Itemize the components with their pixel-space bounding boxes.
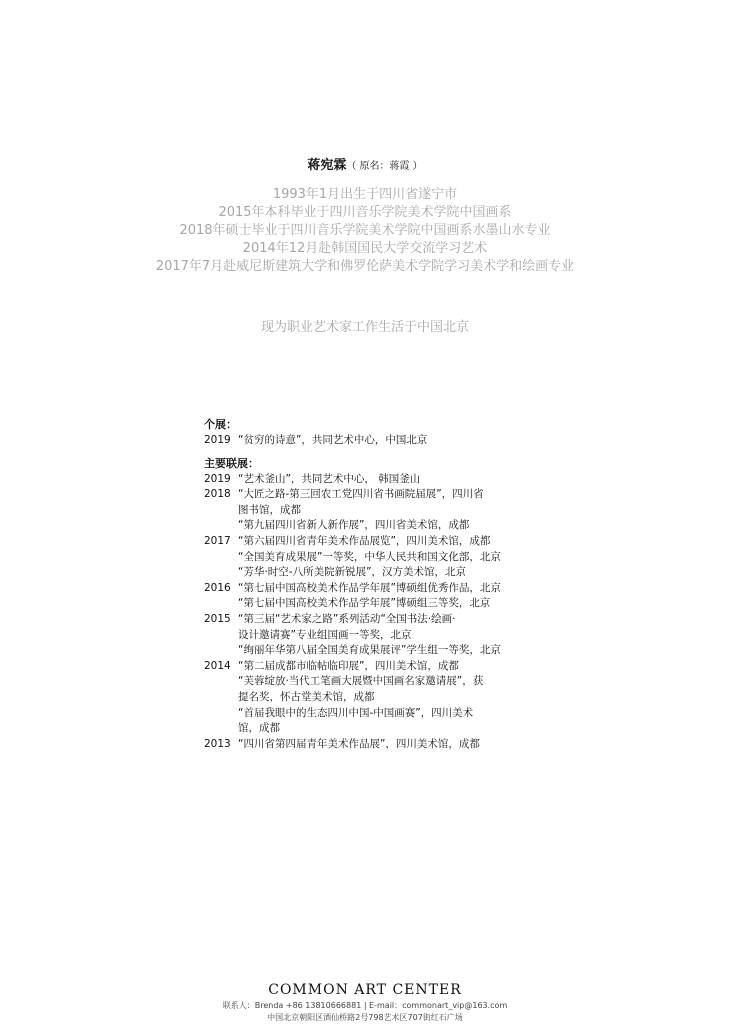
solo-heading: 个展：	[204, 418, 237, 431]
exhibition-year	[204, 550, 238, 566]
exhibition-year	[204, 721, 238, 737]
exhibition-text: 图书馆，成都	[238, 503, 301, 516]
artist-name-heading	[0, 154, 730, 173]
exhibition-entry	[204, 550, 501, 566]
exhibition-entry	[204, 503, 501, 519]
exhibition-year: 2013	[204, 737, 231, 750]
exhibition-entry	[204, 706, 501, 722]
exhibition-year: 2016	[204, 581, 231, 594]
bio-line: 2018年硕士毕业于四川音乐学院美术学院中国画系水墨山水专业	[179, 223, 551, 238]
exhibition-year	[204, 565, 238, 581]
exhibition-text: “芙蓉绽放·当代工笔画大展暨中国画名家邀请展”，获	[238, 675, 484, 688]
exhibition-entry	[204, 596, 501, 612]
exhibition-text: “四川省第四届青年美术作品展”，四川美术馆，成都	[238, 737, 480, 750]
exhibition-year	[204, 643, 238, 659]
exhibition-year	[204, 518, 238, 534]
exhibition-entry	[204, 659, 501, 675]
exhibition-entry	[204, 581, 501, 597]
exhibition-year	[204, 706, 238, 722]
exhibition-year	[204, 674, 238, 690]
bio-line: 2014年12月赴韩国国民大学交流学习艺术	[242, 241, 488, 256]
bio-line: 2015年本科毕业于四川音乐学院美术学院中国画系	[218, 205, 512, 220]
exhibition-entry	[204, 612, 501, 628]
exhibition-text: “首届我眼中的生态四川中国-中国画赛”，四川美术	[238, 706, 474, 719]
exhibition-entry	[204, 534, 501, 550]
exhibition-text: “第七届中国高校美术作品学年展”博硕组优秀作品，北京	[238, 581, 501, 594]
exhibition-text: “第九届四川省新人新作展”，四川省美术馆，成都	[238, 519, 470, 532]
exhibition-year: 2018	[204, 488, 231, 501]
solo-exhibitions	[204, 417, 427, 448]
biography	[0, 186, 730, 276]
group-exhibitions	[204, 456, 501, 752]
group-heading: 主要联展：	[204, 457, 259, 470]
exhibition-text: “芳华·时空-八所美院新锐展”，汉方美术馆，北京	[238, 566, 467, 579]
exhibition-entry	[204, 690, 501, 706]
exhibition-entry	[204, 433, 427, 449]
exhibition-entry	[204, 518, 501, 534]
exhibition-year: 2014	[204, 659, 231, 672]
exhibition-entry	[204, 565, 501, 581]
exhibition-entry	[204, 643, 501, 659]
exhibition-text: “第二届成都市临帖临印展”，四川美术馆，成都	[238, 659, 459, 672]
exhibition-entry	[204, 628, 501, 644]
exhibition-text: “贫穷的诗意”，共同艺术中心，中国北京	[238, 433, 428, 446]
exhibition-year	[204, 503, 238, 519]
exhibition-text: “第三届“艺术家之路”系列活动“全国书法·绘画·	[238, 612, 456, 625]
address-line: 中国北京朝阳区酒仙桥路2号798艺术区707街红石广场	[267, 1013, 463, 1022]
exhibition-text: 设计邀请赛”专业组国画一等奖，北京	[238, 628, 412, 641]
exhibition-text: “大匠之路-第三回农工党四川省书画院届展”，四川省	[238, 488, 484, 501]
exhibition-text: 提名奖，怀古堂美术馆，成都	[238, 690, 375, 703]
exhibition-entry	[204, 674, 501, 690]
bio-line: 1993年1月出生于四川省遂宁市	[272, 187, 458, 202]
bio-line: 2017年7月赴威尼斯建筑大学和佛罗伦萨美术学院学习美术学和绘画专业	[155, 259, 575, 274]
exhibition-entry	[204, 721, 501, 737]
exhibition-text: “艺术釜山”，共同艺术中心， 韩国釜山	[238, 472, 421, 485]
exhibition-text: 馆，成都	[238, 722, 280, 735]
contact-line: 联系人：Brenda +86 13810666881 | E-mail：commonart_vip@163.com	[222, 1001, 508, 1010]
exhibition-text: “绚丽年华第八届全国美育成果展评”学生组一等奖，北京	[238, 644, 501, 657]
brand-wordmark: COMMON ART CENTER	[268, 982, 462, 998]
exhibition-year: 2019	[204, 433, 231, 446]
exhibition-year: 2017	[204, 534, 231, 547]
exhibition-year	[204, 628, 238, 644]
original-name: （ 原名：蒋霞 ）	[346, 161, 423, 172]
exhibition-year	[204, 690, 238, 706]
exhibition-text: “全国美育成果展”一等奖，中华人民共和国文化部，北京	[238, 550, 501, 563]
exhibition-text: “第六届四川省青年美术作品展览”，四川美术馆，成都	[238, 534, 491, 547]
exhibition-entry	[204, 737, 501, 753]
exhibition-year	[204, 596, 238, 612]
exhibition-year: 2015	[204, 612, 231, 625]
current-status: 现为职业艺术家工作生活于中国北京	[260, 320, 469, 335]
exhibition-entry	[204, 472, 501, 488]
exhibition-year: 2019	[204, 472, 231, 485]
exhibition-text: “第七届中国高校美术作品学年展”博硕组三等奖，北京	[238, 597, 491, 610]
artist-name: 蒋宛霖	[307, 158, 347, 173]
exhibition-entry	[204, 487, 501, 503]
